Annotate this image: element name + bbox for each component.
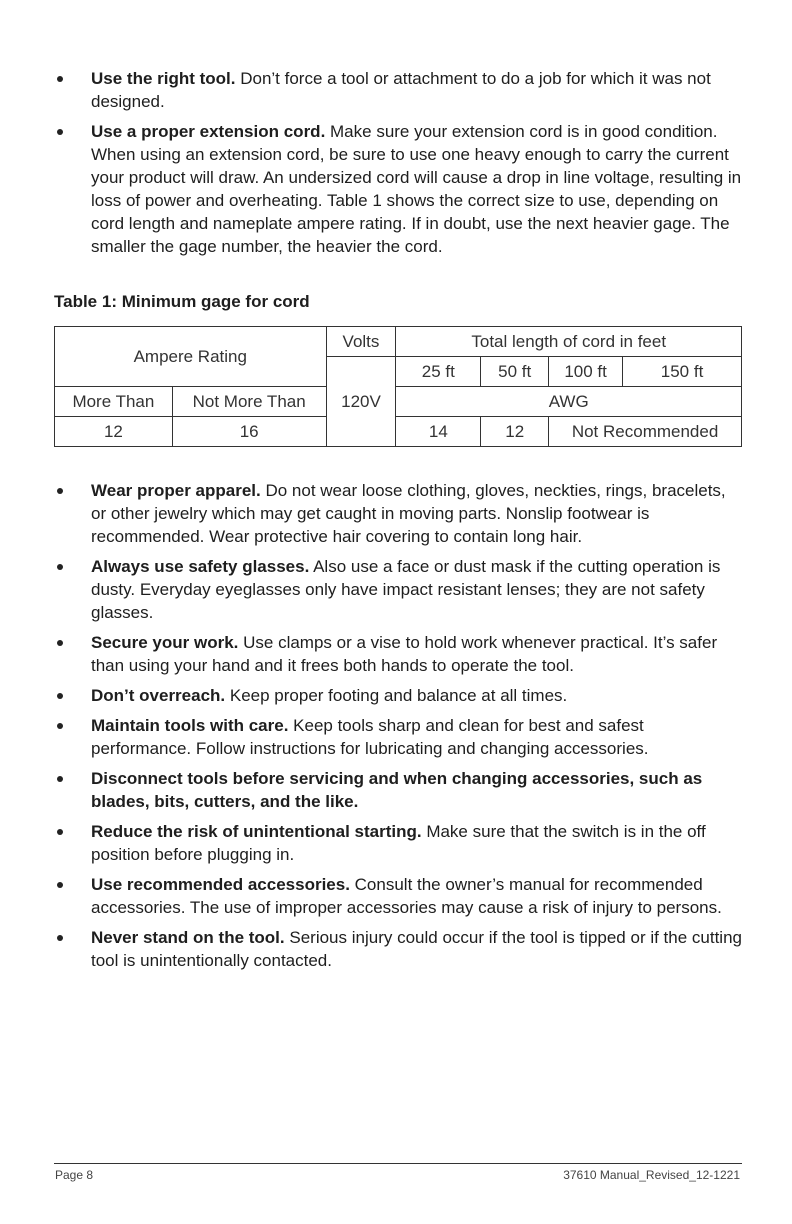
bullet-title: Use the right tool. — [91, 69, 236, 88]
bullet-title: Use a proper extension cord. — [91, 122, 326, 141]
length-100-header: 100 ft — [549, 357, 623, 387]
bullet-icon — [57, 564, 63, 570]
not-more-than-value: 16 — [172, 417, 326, 447]
bullet-text: Consult the owner’s manual for recommended accessories. The use of improper accessories may cause a risk of injury to persons. — [91, 875, 722, 917]
total-length-header: Total length of cord in feet — [396, 327, 742, 357]
bullet-icon — [57, 640, 63, 646]
bullet-title: Wear proper apparel. — [91, 481, 261, 500]
page-number: Page 8 — [55, 1168, 94, 1182]
awg-header: AWG — [396, 387, 742, 417]
bullet-title: Don’t overreach. — [91, 686, 226, 705]
bullet-item — [54, 684, 744, 707]
bullet-text: Do not wear loose clothing, gloves, neckties, rings, bracelets, or other jewelry which may get caught in moving parts. Nonslip footwear is recommended. Wear protective hair covering to contain long hair. — [91, 481, 726, 546]
bullet-text: Make sure your extension cord is in good condition. When using an extension cord, be sure to use one heavy enough to carry the current your product will draw. An undersized cord will cause a drop in line voltage, resulting in loss of power and overheating. Table 1 shows the correct size to use, depending on cord length and nameplate ampere rating. If in doubt, use the next heavier gage. The smaller the gage number, the heavier the cord. — [91, 122, 742, 256]
bullet-item — [54, 479, 744, 548]
footer-divider — [54, 1163, 742, 1164]
gage-100-150-value: Not Recommended — [549, 417, 742, 447]
bullet-title: Reduce the risk of unintentional starting. — [91, 822, 422, 841]
bullet-text: Use clamps or a vise to hold work whenever practical. It’s safer than using your hand and it frees both hands to operate the tool. — [91, 633, 718, 675]
bullet-item — [54, 67, 744, 113]
not-more-than-header: Not More Than — [172, 387, 326, 417]
bullet-title: Never stand on the tool. — [91, 928, 285, 947]
bullet-icon — [57, 488, 63, 494]
bullet-text: Keep tools sharp and clean for best and safest performance. Follow instructions for lubricating and changing accessories. — [91, 716, 649, 758]
bullet-icon — [57, 935, 63, 941]
bullet-icon — [57, 693, 63, 699]
bullet-icon — [57, 776, 63, 782]
bullet-item — [54, 873, 744, 919]
safety-bullets-top — [54, 67, 744, 265]
bullet-text: Don’t force a tool or attachment to do a job for which it was not designed. — [91, 69, 711, 111]
bullet-text: Make sure that the switch is in the off position before plugging in. — [91, 822, 706, 864]
bullet-item — [54, 631, 744, 677]
bullet-text: Keep proper footing and balance at all times. — [225, 686, 568, 705]
bullet-item — [54, 555, 744, 624]
bullet-text: Serious injury could occur if the tool is tipped or if the cutting tool is unintentionally contacted. — [91, 928, 742, 970]
bullet-item — [54, 926, 744, 972]
bullet-title: Always use safety glasses. — [91, 557, 310, 576]
bullet-icon — [57, 129, 63, 135]
bullet-title: Disconnect tools before servicing and when changing accessories, such as blades, bits, cutters, and the like. — [91, 769, 703, 811]
gage-25-value: 14 — [396, 417, 481, 447]
more-than-value: 12 — [55, 417, 173, 447]
bullet-item — [54, 767, 744, 813]
bullet-title: Use recommended accessories. — [91, 875, 350, 894]
length-25-header: 25 ft — [396, 357, 481, 387]
bullet-icon — [57, 76, 63, 82]
bullet-icon — [57, 882, 63, 888]
bullet-text: Also use a face or dust mask if the cutting operation is dusty. Everyday eyeglasses only have impact resistant lenses; they are not safety glasses. — [91, 557, 721, 622]
bullet-icon — [57, 723, 63, 729]
gage-50-value: 12 — [481, 417, 549, 447]
length-50-header: 50 ft — [481, 357, 549, 387]
document-id: 37610 Manual_Revised_12-1221 — [563, 1168, 740, 1182]
volts-header: Volts — [326, 327, 396, 357]
bullet-item — [54, 120, 744, 258]
more-than-header: More Than — [55, 387, 173, 417]
table-caption: Table 1: Minimum gage for cord — [54, 292, 310, 311]
bullet-icon — [57, 829, 63, 835]
bullet-item — [54, 820, 744, 866]
cord-gage-table — [54, 326, 742, 447]
bullet-item — [54, 714, 744, 760]
safety-bullets-bottom — [54, 479, 744, 979]
bullet-title: Maintain tools with care. — [91, 716, 289, 735]
length-150-header: 150 ft — [623, 357, 742, 387]
voltage-cell: 120V — [326, 357, 396, 447]
ampere-rating-header: Ampere Rating — [55, 327, 327, 387]
bullet-title: Secure your work. — [91, 633, 239, 652]
